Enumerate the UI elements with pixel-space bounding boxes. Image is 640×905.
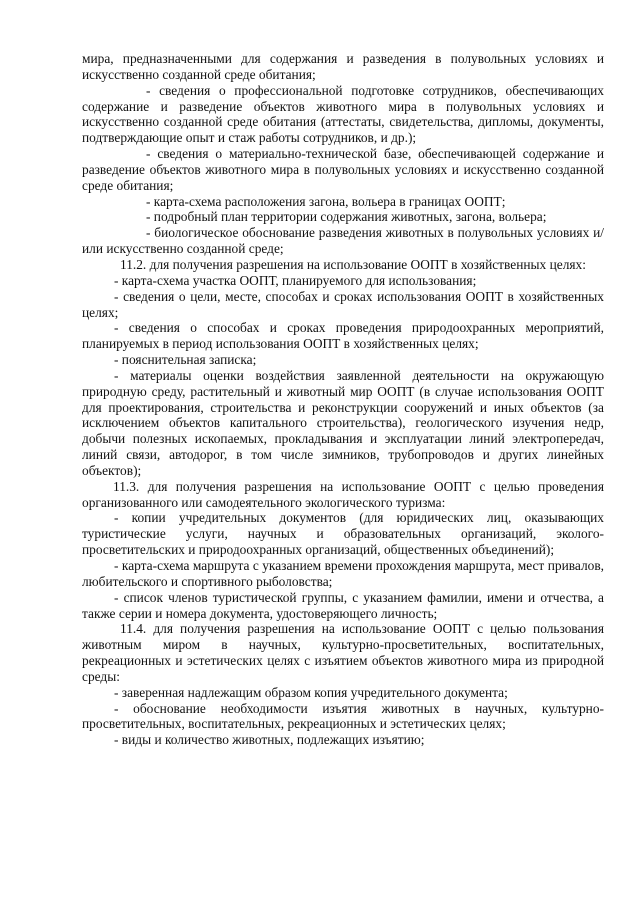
list-item-explanatory-note: - пояснительная записка; [114,352,257,368]
list-item-removal-justification: - обоснование необходимости изъятия животных в научных, культурно-просветительных, воспитательных, рекреационных и эстетических целях; [82,700,604,732]
list-item-certified-copy: - заверенная надлежащим образом копия учредительного документа; [114,684,508,700]
list-item-group-list: - список членов туристической группы, с указанием фамилии, имени и отчества, а также серии и номера документа, удостоверяющего личность; [82,589,604,621]
paragraph-continuation: мира, предназначенными для содержания и разведения в полувольных условиях и искусственно созданной среде обитания; [82,51,604,82]
list-item-material-base: - сведения о материально-технической базе, обеспечивающей содержание и разведение объектов животного мира в полувольных условиях и искусственно созданной среде обитания; [82,146,604,193]
list-item-biological-justification: - биологическое обоснование разведения животных в полувольных условиях и/или искусственно созданной среде; [82,225,604,257]
list-item-staff-training: - сведения о профессиональной подготовке сотрудников, обеспечивающих содержание и разведение объектов животного мира в полувольных условиях и искусственно созданной среде обитания (аттестаты, свидетельства, дипломы, документы, подтверждающие опыт и стаж работы сотрудников, и др.); [82,82,604,146]
section-heading-11-2: 11.2. для получения разрешения на использование ООПТ в хозяйственных целях: [120,256,586,272]
section-heading-11-4: 11.4. для получения разрешения на использование ООПТ с целью пользования животным миром в научных, культурно-просветительных, воспитательных, рекреационных и эстетических целях с изъятием объектов животного мира из природной среды: [82,621,604,684]
list-item-impact-assessment: - материалы оценки воздействия заявленной деятельности на окружающую природную среду, растительный и животный мир ООПТ (в случае использования ООПТ для проектирования, строительства и реконструкции сооружений и иных объектов (за исключением объектов капитального строительства), геологического изучения недр, добычи полезных ископаемых, прокладывания и эксплуатации линий электропередач, линий связи, автодорог, в том числе зимников, трубопроводов и других линейных объектов); [82,367,604,478]
list-item-territory-plan: - подробный план территории содержания животных, загона, вольера; [146,209,547,225]
list-item-pen-map: - карта-схема расположения загона, вольера в границах ООПТ; [146,193,506,209]
list-item-founding-documents: - копии учредительных документов (для юридических лиц, оказывающих туристические услуги, научных и образовательных организаций, эколого-просветительских и природоохранных организаций, общественных объединений); [82,510,604,558]
list-item-purpose-info: - сведения о цели, месте, способах и сроках использования ООПТ в хозяйственных целях; [82,288,604,320]
list-item-species-quantity: - виды и количество животных, подлежащих изъятию; [114,732,425,748]
list-item-route-map: - карта-схема маршрута с указанием времени прохождения маршрута, мест привалов, любительского и спортивного рыболовства; [82,558,604,589]
list-item-site-map: - карта-схема участка ООПТ, планируемого для использования; [114,272,477,288]
section-heading-11-3: 11.3. для получения разрешения на использование ООПТ с целью проведения организованного или самодеятельного экологического туризма: [82,478,604,510]
document-page [82,51,604,748]
list-item-conservation-measures: - сведения о способах и сроках проведения природоохранных мероприятий, планируемых в период использования ООПТ в хозяйственных целях; [82,320,604,352]
